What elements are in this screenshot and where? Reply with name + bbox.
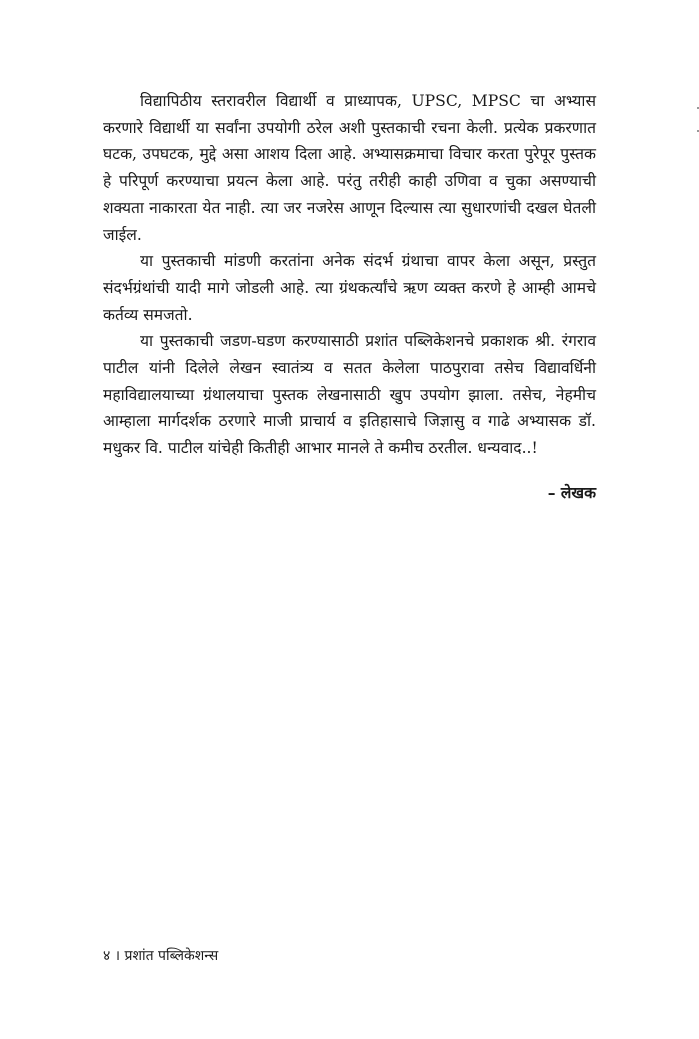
paragraph-1: विद्यापिठीय स्तरावरील विद्यार्थी व प्राध्यापक, UPSC, MPSC चा अभ्यास करणारे विद्यार्थी या सर्वांना उपयोगी ठरेल अशी पुस्तकाची रचना केली. प्रत्येक प्रकरणात घटक, उपघटक, मुद्दे असा आशय दिला आहे. अभ्यासक्रमाचा विचार करता पुरेपूर पुस्तक हे परिपूर्ण करण्याचा प्रयत्न केला आहे. परंतु तरीही काही उणिवा व चुका असण्याची शक्यता नाकारता येत नाही. त्या जर नजरेस आणून दिल्यास त्या सुधारणांची दखल घेतली जाईल. (103, 92, 596, 244)
preface-body (103, 88, 596, 462)
page-footer (103, 946, 218, 966)
footer-separator: । (114, 948, 121, 964)
author-signature: – लेखक (547, 484, 596, 502)
page-number: ४ (103, 948, 111, 964)
publisher-name: प्रशांत पब्लिकेशन्स (124, 948, 219, 964)
paragraph-2: या पुस्तकाची मांडणी करतांना अनेक संदर्भ ग्रंथाचा वापर केला असून, प्रस्तुत संदर्भग्रंथांची यादी मागे जोडली आहे. त्या ग्रंथकर्त्यांचे ऋण व्यक्त करणे हे आम्ही आमचे कर्तव्य समजतो. (103, 252, 596, 324)
paragraph-3: या पुस्तकाची जडण-घडण करण्यासाठी प्रशांत पब्लिकेशनचे प्रकाशक श्री. रंगराव पाटील यांनी दिलेले लेखन स्वातंत्र्य व सतत केलेला पाठपुरावा तसेच विद्यावर्धिनी महाविद्यालयाच्या ग्रंथालयाचा पुस्तक लेखनासाठी खुप उपयोग झाला. तसेच, नेहमीच आम्हाला मार्गदर्शक ठरणारे माजी प्राचार्य व इतिहासाचे जिज्ञासु व गाढे अभ्यासक डॉ. मधुकर वि. पाटील यांचेही कितीही आभार मानले ते कमीच ठरतील. धन्यवाद..! (103, 332, 596, 458)
